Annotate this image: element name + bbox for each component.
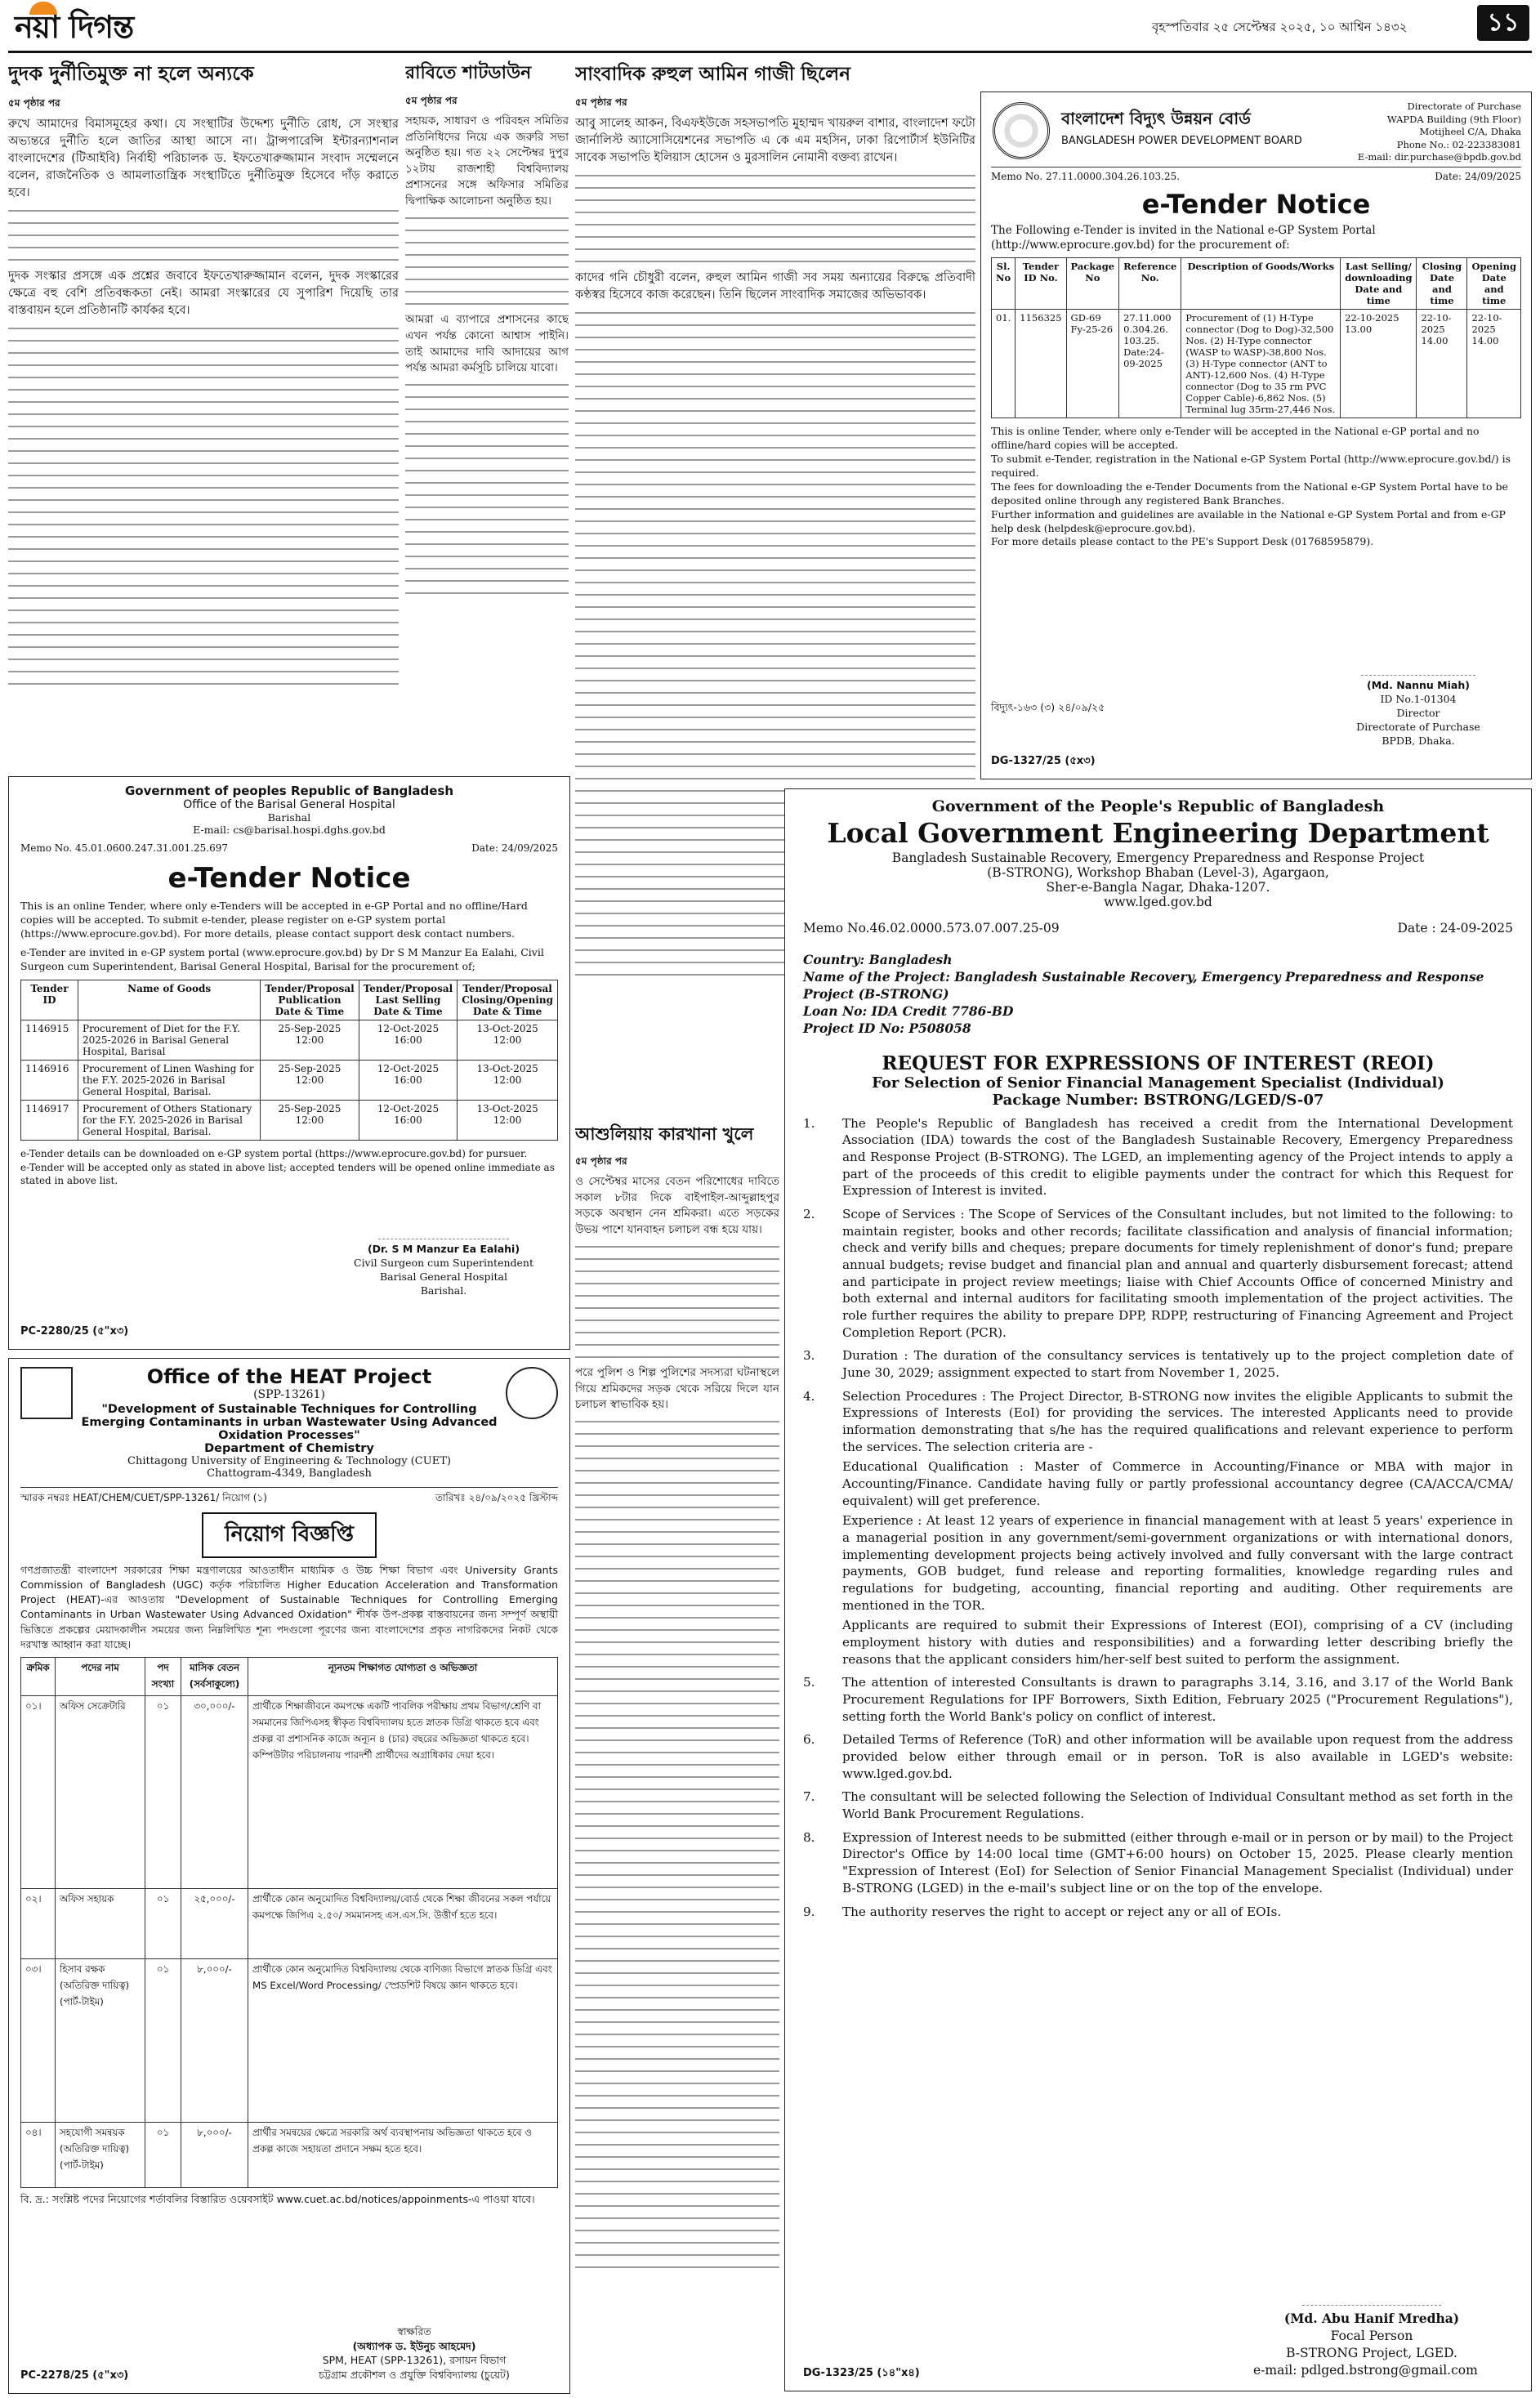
footnote: বি. দ্র.: সংশ্লিষ্ট পদের নিয়োগের শর্তাবলির বিস্তারিত ওয়েবসাইট www.cuet.ac.bd/notices/appoinments-এ পাওয়া যাবে। — [20, 2192, 535, 2205]
office-title: Office of the HEAT Project — [146, 1365, 432, 1388]
address-line1: (B-STRONG), Workshop Bhaban (Level-3), Agargaon, — [987, 865, 1329, 880]
memo-no: স্মারক নম্বরঃ HEAT/CHEM/CUET/SPP-13261/ নিয়োগ (১) — [20, 1492, 267, 1503]
table-row: ০৩। হিসাব রক্ষক (অতিরিক্ত দায়িত্ব) (পার্ট-টাইম) ০১ ৮,০০০/- প্রার্থীকে কোন অনুমোদিত বিশ্ববিদ্যালয় থেকে বাণিজ্য বিভাগে স্নাতক ডিগ্রি এবং MS Excel/Word Processing/ স্প্রেডশিট বিষয়ে জ্ঞান থাকতে হবে। — [21, 1958, 558, 2122]
university: Chittagong University of Engineering & Technology (CUET) — [127, 1455, 451, 1467]
signature-block: (Md. Nannu Miah) ID No.1-01304 Director Directorate of Purchase BPDB, Dhaka. — [1328, 654, 1508, 748]
office-city: Barishal — [267, 811, 311, 824]
table-row: 1146915 Procurement of Diet for the F.Y. 2025-2026 in Barisal General Hospital, Barisal 25-Sep-2025 12:00 12-Oct-2025 16:00 13-Oct-2025 12:00 — [21, 1020, 558, 1061]
gov-name: Government of the People's Republic of Bangladesh — [931, 797, 1385, 815]
notice-intro: The Following e-Tender is invited in the National e-GP System Portal (http://www.eprocure.gov.bd) for the procurement of: — [991, 224, 1376, 252]
barisal-tender-notice — [8, 776, 570, 1350]
memo-no: Memo No. 45.01.0600.247.31.001.25.697 — [20, 842, 228, 854]
article-text: সহায়ক, সাধারণ ও পরিবহন সমিতির প্রতিনিধিদের নিয়ে এক জরুরি সভা অনুষ্ঠিত হয়। গত ২২ সেপ্টেম্বর দুপুর ১২টায় রাজশাহী বিশ্ববিদ্যালয় প্রশাসনের সঙ্গে অফিসার সমিতির দ্বিপাক্ষিক আলোচনা অনুষ্ঠিত হয়। — [405, 114, 569, 208]
signature-block: (Md. Abu Hanif Mredha) Focal Person B-STRONG Project, LGED. e-mail: pdlged.bstrong@gmail.com — [1237, 2281, 1507, 2379]
article-text: আবু সালেহ আকন, বিএফইউজে সহসভাপতি মুহাম্মদ খায়রুল বাশার, বাংলাদেশ ফটো জার্নালিস্ট অ্যাসোসিয়েশনের সভাপতি এ কে এম মহসিন, ঢাকা রিপোর্টার্স ইউনিটির সাবেক সভাপতি ইলিয়াস হোসেন ও মুরসালিন নোমানী বক্তব্য রাখেন। — [575, 117, 975, 165]
newspaper-logo: নয়া দিগন্ত — [15, 3, 133, 56]
heat-recruitment-notice — [8, 1358, 570, 2394]
lged-reoi-notice — [784, 788, 1532, 2391]
article-text: দুদক সংস্কার প্রসঙ্গে এক প্রশ্নের জবাবে ইফতেখারুজ্জামান বলেন, দুদক সংস্কারের ক্ষেত্রে বহু বেশি প্রতিবন্ধকতা নেই। আমরা সংস্কারের যে সুপারিশ দিয়েছি তার বাস্তবায়ন হলে প্রতিষ্ঠানটি কার্যকর হবে। — [8, 270, 399, 318]
org-name-bn: বাংলাদেশ বিদ্যুৎ উন্নয়ন বোর্ড — [1061, 109, 1251, 128]
cuet-logo-icon — [506, 1367, 558, 1419]
ad-code: PC-2280/25 (৫"x৩) — [20, 1325, 129, 1337]
table-row: 01. 1156325 GD-69 Fy-25-26 27.11.000 0.304.26. 103.25. Date:24-09-2025 Procurement of (1) H-Type connector (Dog to Dog)-32,500 Nos. (2) H-Type connector (WASP to WASP)-38,800 Nos. (3) H-Type connector (ANT to ANT)-12,600 Nos. (4) H-Type connector (Dog to 35 rm PVC Copper Cable)-6,862 Nos. (5) Terminal lug 35rm-27,446 Nos. 22-10-2025 13.00 22-10-2025 14.00 22-10-2025 14.00 — [992, 310, 1521, 418]
bn-reference: বিদ্যুৎ-১৬৩ (৩) ২৪/০৯/২৫ — [991, 701, 1105, 713]
bpdb-tender-table: Sl. No Tender ID No. Package No Reference No. Description of Goods/Works Last Selling/ downloading Date and time Closing Date and time Opening Date and time 01. 1156325 GD-69 Fy-25-26 27.11.000 0.304.26. 103.25. Date:24-09-2025 Procurement of (1) H-Type connector (Dog to Dog)-32,500 Nos. (2) H-Type connector (WASP to WASP)-38,800 Nos. (3) H-Type connector (ANT to ANT)-12,600 Nos. (4) H-Type connector (Dog to 35 rm PVC Copper Cable)-6,862 Nos. (5) Terminal lug 35rm-27,446 Nos. 22-10-2025 13.00 22-10-2025 14.00 22-10-2025 14.00 — [991, 257, 1521, 418]
list-item: 8. Expression of Interest needs to be submitted (either through e-mail or in person or by mail) to the Project Director's Office by 14:00 local time (GMT+6:00 hours) on October 15, 2025. Please clearly mention "Expression of Interest (EoI) for Selection of Senior Financial Management Specialist (Individual) under B-STRONG (LGED) in the e-mail's subject line or on the top of the envelope. — [803, 1829, 1513, 1896]
website: www.lged.gov.bd — [1104, 895, 1212, 909]
address-line2: Sher-e-Bangla Nagar, Dhaka-1207. — [1046, 880, 1270, 895]
heat-header — [20, 1365, 558, 1488]
headline: আশুলিয়ায় কারখানা খুলে — [575, 1124, 754, 1144]
signature-scribble — [1361, 654, 1475, 676]
headline: রাবিতে শাটডাউন — [405, 63, 532, 83]
article-ashulia — [575, 1121, 779, 2391]
list-item: 3. Duration : The duration of the consultancy services is tentatively up to the project completion date of June 30, 2029; assignment expected to start from November 1, 2025. — [803, 1348, 1513, 1381]
headline: সাংবাদিক রুহুল আমিন গাজী ছিলেন — [575, 64, 850, 85]
table-row: 1146916 Procurement of Linen Washing for the F.Y. 2025-2026 in Barisal General Hospital, Barisal. 25-Sep-2025 12:00 12-Oct-2025 16:00 13-Oct-2025 12:00 — [21, 1061, 558, 1101]
project-name: Bangladesh Sustainable Recovery, Emergency Preparedness and Response Project — [891, 851, 1425, 865]
memo-no: Memo No. 27.11.0000.304.26.103.25. — [991, 171, 1181, 182]
bpdb-tender-notice — [980, 92, 1532, 779]
ad-code: DG-1323/25 (১৪"x৪) — [803, 2367, 920, 2379]
article-text: আমরা এ ব্যাপারে প্রশাসনের কাছে এখন পর্যন্ত কোনো আশ্বাস পাইনি। তাই আমাদের দাবি আদায়ের আগ পর্যন্ত আমরা কর্মসূচি চালিয়ে যাবো। — [405, 313, 569, 375]
notice-notes: This is online Tender, where only e-Tender will be accepted in the National e-GP portal and no offline/hard copies will be accepted. To submit e-Tender, registration in the National e-GP System Portal (http://www.eprocure.gov.bd/) is required. The fees for downloading the e-Tender Documents from the National e-GP System Portal have to be deposited online through any registered Bank Branches. Further information and guidelines are available in the National e-GP System Portal and from e-GP help desk (helpdesk@eprocure.gov.bd). For more details please contact to the PE's Support Desk (01768595879). — [991, 425, 1511, 548]
article-shutdown — [405, 59, 569, 761]
department: Department of Chemistry — [204, 1442, 374, 1455]
barisal-tender-table: Tender ID Name of Goods Tender/Proposal Publication Date & Time Tender/Proposal Last Selling Date & Time Tender/Proposal Closing/Opening Date & Time 1146915 Procurement of Diet for the F.Y. 2025-2026 in Barisal General Hospital, Barisal 25-Sep-2025 12:00 12-Oct-2025 16:00 13-Oct-2025 12:00 1146916 Procurement of Linen Washing for the F.Y. 2025-2026 in Barisal General Hospital, Barisal. 25-Sep-2025 12:00 12-Oct-2025 16:00 13-Oct-2025 12:00 1146917 Procurement of Others Stationary for the F.Y. 2025-2026 in Barisal General Hospital, Barisal. 25-Sep-2025 12:00 12-Oct-2025 16:00 13-Oct-2025 12:00 — [20, 980, 558, 1141]
notice-date: Date: 24/09/2025 — [471, 842, 558, 854]
signature-block: (Dr. S M Manzur Ea Ealahi) Civil Surgeon cum Superintendent Barisal General Hospital Barishal. — [337, 1210, 550, 1298]
reoi-items — [803, 1115, 1513, 1921]
list-item: 2. Scope of Services : The Scope of Services of the Consultant includes, but not limited to the following: to maintain register, books and other records; facilitate classification and analysis of financial information; check and verify bills and cheques; prepare documents for timely replenishment of donor's fund; prepare annual budgets; revise budget and financial plan and annual and quarterly disbursement forecast; attend and participate in project review meetings; liaise with Chief Accounts Office of concerned Ministry and both external and internal auditors for facilitating smooth implementation of the project activities. The role further requires the ability to prepare DPP, RDPP, restructuring of Financing Agreement and Project Completion Report (PCR). — [803, 1206, 1513, 1340]
dept-name: Local Government Engineering Department — [827, 817, 1489, 849]
bpdb-header — [991, 99, 1521, 167]
list-item: 4. Selection Procedures : The Project Director, B-STRONG now invites the eligible Applicants to submit the Expressions of Interests (EoI) for providing the services. The interested Applicants need to provide information demonstrating that s/he has the required qualifications and relevant experience to perform the services. The selection criteria are - — [803, 1388, 1513, 1454]
notice-date: Date: 24/09/2025 — [1435, 171, 1521, 182]
reoi-title: REQUEST FOR EXPRESSIONS OF INTEREST (REOI) — [882, 1052, 1435, 1074]
list-item: Experience : At least 12 years of experience in financial management with at least 5 years' experience in a managerial position in any government/semi-government organizations or with international donors, implementing development projects being actively involved and fully conversant with the large contract payments, GOB budget, fund release and reporting formalities, knowledge regarding rules and regulations for budgeting, accounting, financial reporting and auditing. Other requirements are mentioned in the TOR. — [842, 1513, 1513, 1613]
heat-logo-icon — [20, 1367, 73, 1419]
table-row: ০২। অফিস সহায়ক ০১ ২৫,০০০/- প্রার্থীকে কোন অনুমোদিত বিশ্ববিদ্যালয়/বোর্ড থেকে শিক্ষা জীবনের সকল পর্যায়ে কমপক্ষে জিপিএ ২.৫০/ সমমানসহ এস.এস.সি. উত্তীর্ণ হতে হবে। — [21, 1888, 558, 1958]
list-item: 9. The authority reserves the right to accept or reject any or all of EOIs. — [803, 1904, 1282, 1919]
signature-scribble — [1302, 2281, 1441, 2306]
notice-title: নিয়োগ বিজ্ঞপ্তি — [202, 1512, 377, 1558]
article-dudok — [8, 59, 399, 761]
continued-label: ৫ম পৃষ্ঠার পর — [575, 1155, 627, 1167]
notice-intro: গণপ্রজাতন্ত্রী বাংলাদেশ সরকারের শিক্ষা মন্ত্রণালয়ের আওতাধীন মাধ্যমিক ও উচ্চ শিক্ষা বিভাগ এবং University Grants Commission of Bangladesh (UGC) কর্তৃক পরিচালিত Higher Education Acceleration and Transformation Project (HEAT)-এর আওতায় "Development of Sustainable Techniques for Controlling Emerging Contaminants in Urban Wastewater Using Advanced Oxidation" শীর্ষক উপ-প্রকল্প বাস্তবায়নের জন্য সম্পূর্ণ অস্থায়ী ভিত্তিতে প্রকল্পের মেয়াদকালীন সময়ের জন্য নিম্নলিখিত শূন্য পদগুলো পূরণের জন্য বাংলাদেশের প্রকৃত নাগরিকদের নিকট থেকে দরখাস্ত আহ্বান করা যাচ্ছে। — [20, 1564, 558, 1650]
date-line: বৃহস্পতিবার ২৫ সেপ্টেম্বর ২০২৫, ১০ আশ্বিন ১৪৩২ — [1152, 20, 1408, 34]
article-text: ও সেপ্টেম্বর মাসের বেতন পরিশোধের দাবিতে সকাল ৮টার দিকে বাইপাইল-আব্দুল্লাহপুর সড়কে অবস্থান নেন শ্রমিকরা। এতে সড়কের উভয় পাশে যানবাহন চলাচল বন্ধ হয়ে যায়। — [575, 1175, 779, 1236]
headline: দুদক দুর্নীতিমুক্ত না হলে অন্যকে — [8, 62, 254, 85]
notice-title: e-Tender Notice — [167, 862, 411, 895]
list-item: 5. The attention of interested Consultants is drawn to paragraphs 3.14, 3.16, and 3.17 of the World Bank Procurement Regulations for IPF Borrowers, Sixth Edition, February 2025 ("Procurement Regulations"), setting forth the World Bank's policy on conflict of interest. — [803, 1675, 1513, 1724]
list-item: Educational Qualification : Master of Commerce in Accounting/Finance or MBA with major in Accounting/Finance. Candidate having fully or partly professional accountancy degree (CA/ACCA/CMA/ equivalent) will get preference. — [842, 1459, 1513, 1508]
table-row: 1146917 Procurement of Others Stationary for the F.Y. 2025-2026 in Barisal General Hospital, Barisal. 25-Sep-2025 12:00 12-Oct-2025 16:00 13-Oct-2025 12:00 — [21, 1101, 558, 1141]
project-title: "Development of Sustainable Techniques for Controlling Emerging Contaminants in urban Wastewater Using Advanced Oxidation Processes" — [81, 1403, 498, 1442]
ad-code: PC-2278/25 (৫"x৩) — [20, 2369, 129, 2382]
signature-block: স্বাক্ষরিত (অধ্যাপক ড. ইউনুচ আহমেদ) SPM, HEAT (SPP-13261), রসায়ন বিভাগ চট্টগ্রাম প্রকৌশল ও প্রযুক্তি বিশ্ববিদ্যালয় (চুয়েট) — [319, 2325, 510, 2381]
memo-no: Memo No.46.02.0000.573.07.007.25-09 — [803, 921, 1060, 936]
list-item: 6. Detailed Terms of Reference (ToR) and other information will be available upon request from the address provided below either through email or in person. ToR is also available in LGED's website: www.lged.gov.bd. — [803, 1732, 1513, 1781]
article-text: পরে পুলিশ ও শিল্প পুলিশের সদস্যরা ঘটনাস্থলে গিয়ে শ্রমিকদের সড়ক থেকে সরিয়ে দিলে যান চলাচল স্বাভাবিক হয়। — [575, 1366, 779, 1412]
masthead-rule — [8, 51, 1532, 53]
office-sub: (SPP-13261) — [253, 1388, 325, 1401]
page-number: ১১ — [1477, 5, 1529, 41]
notice-notes: e-Tender details can be downloaded on e-GP system portal (https://www.eprocure.gov.bd) for pursuer. e-Tender will be accepted only as stated in above list; accepted tenders will be opened online immediate as stated in above list. — [20, 1148, 555, 1186]
notice-date: তারিখঃ ২৪/০৯/২০২৫ খ্রিস্টাব্দ — [435, 1492, 558, 1503]
continued-label: ৫ম পৃষ্ঠার পর — [405, 95, 458, 106]
bpdb-contact: Directorate of Purchase WAPDA Building (9th Floor) Motijheel C/A, Dhaka Phone No.: 02-223383081 E-mail: dir.purchase@bpdb.gov.bd — [1357, 100, 1521, 163]
bpdb-logo-icon — [993, 102, 1050, 159]
project-info: Country: Bangladesh Name of the Project: Bangladesh Sustainable Recovery, Emergency Preparedness and Response Project (B-STRONG) Loan No: IDA Credit 7786-BD Project ID No: P508058 — [803, 952, 1484, 1036]
office-name: Office of the Barisal General Hospital — [183, 798, 395, 811]
list-item: 7. The consultant will be selected following the Selection of Individual Consultant method as set forth in the World Bank Procurement Regulations. — [803, 1789, 1513, 1822]
ad-code: DG-1327/25 (৫x৩) — [991, 755, 1096, 767]
notice-intro: This is an online Tender, where only e-Tenders will be accepted in e-GP Portal and no offline/Hard copies will be accepted. To submit e-tender, please register on e-GP system portal (https://www.eprocure.gov.bd). For more details, please contact support desk contact numbers. — [20, 900, 528, 940]
list-item: 1. The People's Republic of Bangladesh has received a credit from the International Development Association (IDA) towards the cost of the Bangladesh Sustainable Recovery, Emergency Preparedness and Response Project (B-STRONG). The LGED, an implementing agency of the Project intends to apply a part of the proceeds of this credit to eligible payments under the contract for which this Request for Expression of Interest is invited. — [803, 1115, 1513, 1199]
org-name-en: BANGLADESH POWER DEVELOPMENT BOARD — [1061, 135, 1302, 147]
continued-label: ৫ম পৃষ্ঠার পর — [8, 97, 60, 109]
gov-name: Government of peoples Republic of Bangladesh — [124, 784, 454, 798]
signature-scribble — [378, 1210, 509, 1239]
notice-invite: e-Tender are invited in e-GP system portal (www.eprocure.gov.bd) by Dr S M Manzur Ea Ealahi, Civil Surgeon cum Superintendent, Barisal General Hospital, Barisal for the procurement of; — [20, 945, 544, 972]
selection-title: For Selection of Senior Financial Management Specialist (Individual) — [872, 1074, 1444, 1092]
table-row: ০১। অফিস সেক্রেটারি ০১ ৩০,০০০/- প্রার্থীকে শিক্ষাজীবনে কমপক্ষে একটি পাবলিক পরীক্ষায় প্রথম বিভাগ/শ্রেণি বা সমমানের জিপিএসহ স্বীকৃত বিশ্ববিদ্যালয় হতে স্নাতক ডিগ্রি থাকতে হবে এবং প্রকল্প বা প্রশাসনিক কাজে অন্যূন ৪ (চার) বছরের অভিজ্ঞতা থাকতে হবে। কম্পিউটার পরিচালনায় পারদর্শী প্রার্থীদের অগ্রাধিকার দেয়া হবে। — [21, 1695, 558, 1888]
list-item: Applicants are required to submit their Expressions of Interest (EOI), comprising of a CV (including employment history with duties and responsibilities) and a forwarding letter describing briefly the reasons that the applicant considers him/her-self best suited to perform the assignment. — [842, 1618, 1513, 1667]
notice-title: e-Tender Notice — [1141, 189, 1371, 220]
address: Chattogram-4349, Bangladesh — [207, 1467, 372, 1480]
article-text: রুখে আমাদের বিমাসমূহের কথা। যে সংস্থাটির উদ্দেশ্য দুর্নীতি রোধ, সে সংস্থার অভ্যন্তরে দুর্নীতি হলে জাতির আস্থা আসে না। ট্রান্সপারেন্সি ইন্টারন্যাশনাল বাংলাদেশের (টিআইবি) নির্বাহী পরিচালক ড. ইফতেখারুজ্জামান সংবাদ সম্মেলনে বলেন, রাজনৈতিক ও আমলাতান্ত্রিক সংস্থাটিতে দুর্নীতিমুক্ত হিসেবে দাঁড় করাতে হবে। — [8, 118, 399, 200]
article-text: কাদের গনি চৌধুরী বলেন, রুহুল আমিন গাজী সব সময় অন্যায়ের বিরুদ্ধে প্রতিবাদী কণ্ঠস্বর হিসেবে কাজ করেছেন। তিনি ছিলেন সাংবাদিক সমাজের অভিভাবক। — [575, 271, 975, 302]
masthead — [0, 0, 1540, 49]
notice-date: Date : 24-09-2025 — [1397, 921, 1513, 936]
table-row: ০৪। সহযোগী সমন্বয়ক (অতিরিক্ত দায়িত্ব) (পার্ট-টাইম) ০১ ৮,০০০/- প্রার্থীর সমন্বয়ের ক্ষেত্রে সরকারি অর্থ ব্যবস্থাপনায় অভিজ্ঞতা থাকতে হবে ও প্রকল্প কাজে সহায়তা প্রদানে সক্ষম হতে হবে। — [21, 2122, 558, 2187]
heat-post-table: ক্রমিক পদের নাম পদ সংখ্যা মাসিক বেতন (সর্বসাকুল্যে) ন্যূনতম শিক্ষাগত যোগ্যতা ও অভিজ্ঞতা ০১। অফিস সেক্রেটারি ০১ ৩০,০০০/- প্রার্থীকে শিক্ষাজীবনে কমপক্ষে একটি পাবলিক পরীক্ষায় প্রথম বিভাগ/শ্রেণি বা সমমানের জিপিএসহ স্বীকৃত বিশ্ববিদ্যালয় হতে স্নাতক ডিগ্রি থাকতে হবে এবং প্রকল্প বা প্রশাসনিক কাজে অন্যূন ৪ (চার) বছরের অভিজ্ঞতা থাকতে হবে। কম্পিউটার পরিচালনায় পারদর্শী প্রার্থীদের অগ্রাধিকার দেয়া হবে। ০২। অফিস সহায়ক ০১ ২৫,০০০/- প্রার্থীকে কোন অনুমোদিত বিশ্ববিদ্যালয়/বোর্ড থেকে শিক্ষা জীবনের সকল পর্যায়ে কমপক্ষে জিপিএ ২.৫০/ সমমানসহ এস.এস.সি. উত্তীর্ণ হতে হবে। ০৩। হিসাব রক্ষক (অতিরিক্ত দায়িত্ব) (পার্ট-টাইম) ০১ ৮,০০০/- প্রার্থীকে কোন অনুমোদিত বিশ্ববিদ্যালয় থেকে বাণিজ্য বিভাগে স্নাতক ডিগ্রি এবং MS Excel/Word Processing/ স্প্রেডশিট বিষয়ে জ্ঞান থাকতে হবে। ০৪। সহযোগী সমন্বয়ক (অতিরিক্ত দায়িত্ব) (পার্ট-টাইম) ০১ ৮,০০০/- প্রার্থীর সমন্বয়ের ক্ষেত্রে সরকারি অর্থ ব্যবস্থাপনায় অভিজ্ঞতা থাকতে হবে ও প্রকল্প কাজে সহায়তা প্রদানে সক্ষম হতে হবে। — [20, 1657, 558, 2188]
continued-label: ৫ম পৃষ্ঠার পর — [575, 96, 627, 108]
office-email: E-mail: cs@barisal.hospi.dghs.gov.bd — [193, 824, 386, 836]
package-number: Package Number: BSTRONG/LGED/S-07 — [992, 1091, 1324, 1109]
